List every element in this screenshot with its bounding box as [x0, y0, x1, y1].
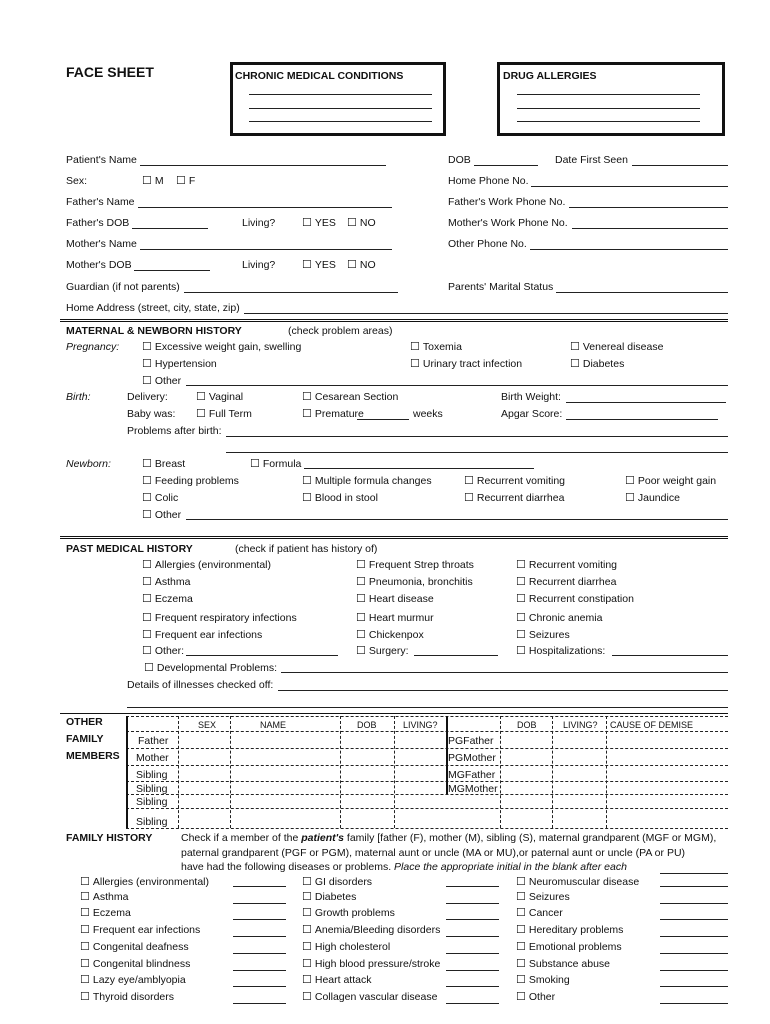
- fh-blank[interactable]: [446, 986, 499, 987]
- drug-allergies-label: DRUG ALLERGIES: [503, 70, 597, 82]
- newborn-other-checkbox[interactable]: ☐ Other: [142, 508, 181, 521]
- fh-blank[interactable]: [446, 919, 499, 920]
- fh-allergies-checkbox[interactable]: ☐ Allergies (environmental): [80, 875, 209, 888]
- fh-deafness-checkbox[interactable]: ☐ Congenital deafness: [80, 940, 189, 953]
- row-pgmother: PGMother: [448, 752, 496, 764]
- blood-in-stool-checkbox[interactable]: ☐ Blood in stool: [302, 491, 378, 504]
- fh-ear-infections-checkbox[interactable]: ☐ Frequent ear infections: [80, 923, 200, 936]
- divider: [60, 319, 728, 320]
- table-rule: [126, 748, 728, 749]
- fathers-dob-field[interactable]: [132, 228, 208, 229]
- fh-blank[interactable]: [446, 903, 499, 904]
- maternal-heading: MATERNAL & NEWBORN HISTORY: [66, 325, 242, 337]
- father-living-no-checkbox[interactable]: ☐ NO: [347, 216, 376, 229]
- home-address-field[interactable]: [244, 313, 728, 314]
- other-phone-label: Other Phone No.: [448, 238, 527, 250]
- fh-gi-checkbox[interactable]: ☐ GI disorders: [302, 875, 372, 888]
- col-name-header: NAME: [260, 720, 287, 730]
- table-col: [340, 716, 341, 828]
- row-mother: Mother: [136, 752, 169, 764]
- family-history-intro-1: Check if a member of the patient's family [father (F), mother (M), sibling (S), maternal grandparent (MGF or MGM),: [181, 832, 717, 844]
- fh-blank[interactable]: [233, 986, 286, 987]
- table-rule: [126, 731, 728, 732]
- fh-cancer-checkbox[interactable]: ☐ Cancer: [516, 906, 563, 919]
- premature-weeks-field[interactable]: [357, 419, 409, 420]
- table-col: [230, 716, 231, 828]
- birth-weight-label: Birth Weight:: [501, 391, 561, 403]
- birth-label: Birth:: [66, 391, 91, 403]
- breast-checkbox[interactable]: ☐ Breast: [142, 457, 185, 470]
- table-col: [606, 716, 607, 828]
- table-col: [178, 716, 179, 828]
- allergy-line-3[interactable]: [517, 121, 700, 122]
- col-living2-header: LIVING?: [563, 720, 598, 730]
- date-first-seen-field[interactable]: [632, 165, 728, 166]
- fh-blank[interactable]: [446, 970, 499, 971]
- uti-checkbox[interactable]: ☐ Urinary tract infection: [410, 357, 522, 370]
- pmh-note: (check if patient has history of): [235, 543, 378, 555]
- fh-anemia-checkbox[interactable]: ☐ Anemia/Bleeding disorders: [302, 923, 440, 936]
- chronic-conditions-label: CHRONIC MEDICAL CONDITIONS: [235, 70, 404, 82]
- fh-hereditary-checkbox[interactable]: ☐ Hereditary problems: [516, 923, 623, 936]
- fh-blank[interactable]: [233, 936, 286, 937]
- pmh-ear-infections-checkbox[interactable]: ☐ Frequent ear infections: [142, 628, 262, 641]
- patient-name-label: Patient's Name: [66, 154, 137, 166]
- mothers-dob-field[interactable]: [134, 270, 210, 271]
- family-members-label-2: FAMILY: [66, 733, 104, 745]
- fh-blank[interactable]: [660, 919, 728, 920]
- fh-blank[interactable]: [660, 986, 728, 987]
- drug-allergies-box[interactable]: [497, 62, 725, 136]
- cesarean-checkbox[interactable]: ☐ Cesarean Section: [302, 390, 398, 403]
- poor-weight-gain-checkbox[interactable]: ☐ Poor weight gain: [625, 474, 716, 487]
- fathers-dob-label: Father's DOB: [66, 217, 130, 229]
- table-rule: [126, 808, 728, 809]
- allergy-line-1[interactable]: [517, 94, 700, 95]
- fh-collagen-checkbox[interactable]: ☐ Collagen vascular disease: [302, 990, 437, 1003]
- fh-blank[interactable]: [660, 873, 728, 874]
- fh-blank[interactable]: [660, 970, 728, 971]
- fh-blank[interactable]: [233, 919, 286, 920]
- fh-blank[interactable]: [233, 970, 286, 971]
- maternal-note: (check problem areas): [288, 325, 393, 337]
- pmh-details-field[interactable]: [278, 690, 728, 691]
- divider: [60, 321, 728, 322]
- marital-status-label: Parents' Marital Status: [448, 281, 554, 293]
- chronic-conditions-box[interactable]: [230, 62, 446, 136]
- problems-after-birth-field-2[interactable]: [226, 452, 728, 453]
- newborn-label: Newborn:: [66, 458, 111, 470]
- marital-status-field[interactable]: [556, 292, 728, 293]
- sex-m-checkbox[interactable]: ☐ M: [142, 174, 164, 187]
- home-phone-label: Home Phone No.: [448, 175, 529, 187]
- fathers-name-field[interactable]: [138, 207, 392, 208]
- fh-seizures-checkbox[interactable]: ☐ Seizures: [516, 890, 570, 903]
- birth-weight-field[interactable]: [566, 402, 726, 403]
- table-col: [552, 716, 553, 828]
- home-address-label: Home Address (street, city, state, zip): [66, 302, 240, 314]
- row-pgfather: PGFather: [448, 735, 494, 747]
- table-rule: [126, 794, 728, 795]
- mothers-name-field[interactable]: [140, 249, 392, 250]
- problems-after-birth-label: Problems after birth:: [127, 425, 222, 437]
- fathers-work-phone-label: Father's Work Phone No.: [448, 196, 566, 208]
- mother-living-label: Living?: [242, 259, 276, 271]
- pmh-hospitalizations-checkbox[interactable]: ☐ Hospitalizations:: [516, 644, 605, 657]
- table-col: [394, 716, 395, 828]
- mother-living-yes-checkbox[interactable]: ☐ YES: [302, 258, 336, 271]
- toxemia-checkbox[interactable]: ☐ Toxemia: [410, 340, 462, 353]
- pmh-asthma-checkbox[interactable]: ☐ Asthma: [142, 575, 190, 588]
- apgar-label: Apgar Score:: [501, 408, 563, 420]
- dob-label: DOB: [448, 154, 471, 166]
- table-rule: [126, 765, 728, 766]
- table-rule: [126, 716, 728, 717]
- newborn-other-field[interactable]: [186, 519, 728, 520]
- pmh-other-checkbox[interactable]: ☐ Other:: [142, 644, 184, 657]
- pmh-chronic-anemia-checkbox[interactable]: ☐ Chronic anemia: [516, 611, 602, 624]
- row-sibling: Sibling: [136, 783, 168, 795]
- fh-neuromuscular-checkbox[interactable]: ☐ Neuromuscular disease: [516, 875, 639, 888]
- problems-after-birth-field[interactable]: [226, 436, 728, 437]
- full-term-checkbox[interactable]: ☐ Full Term: [196, 407, 252, 420]
- newborn-recurrent-vomiting-checkbox[interactable]: ☐ Recurrent vomiting: [464, 474, 565, 487]
- row-sibling: Sibling: [136, 796, 168, 808]
- fh-other-checkbox[interactable]: ☐ Other: [516, 990, 555, 1003]
- pmh-strep-checkbox[interactable]: ☐ Frequent Strep throats: [356, 558, 474, 571]
- sex-label: Sex:: [66, 175, 88, 187]
- venereal-checkbox[interactable]: ☐ Venereal disease: [570, 340, 663, 353]
- fh-blank[interactable]: [446, 1003, 499, 1004]
- fh-asthma-checkbox[interactable]: ☐ Asthma: [80, 890, 128, 903]
- pmh-heart-murmur-checkbox[interactable]: ☐ Heart murmur: [356, 611, 434, 624]
- fh-blank[interactable]: [660, 953, 728, 954]
- fh-blank[interactable]: [660, 886, 728, 887]
- family-history-intro-2: paternal grandparent (PGF or PGM), maternal aunt or uncle (MA or MU),or paternal aunt or uncle (PA or PU): [181, 847, 686, 859]
- col-living-header: LIVING?: [403, 720, 438, 730]
- fh-emotional-checkbox[interactable]: ☐ Emotional problems: [516, 940, 622, 953]
- other-phone-field[interactable]: [530, 249, 728, 250]
- pmh-details-field-2[interactable]: [127, 707, 728, 708]
- date-first-seen-label: Date First Seen: [555, 154, 628, 166]
- pmh-developmental-field[interactable]: [281, 672, 728, 673]
- pmh-surgery-checkbox[interactable]: ☐ Surgery:: [356, 644, 409, 657]
- fh-blank[interactable]: [233, 903, 286, 904]
- fh-eczema-checkbox[interactable]: ☐ Eczema: [80, 906, 131, 919]
- table-rule: [126, 828, 728, 829]
- fh-thyroid-checkbox[interactable]: ☐ Thyroid disorders: [80, 990, 174, 1003]
- family-members-label-3: MEMBERS: [66, 750, 120, 762]
- pmh-developmental-checkbox[interactable]: ☐ Developmental Problems:: [144, 661, 277, 674]
- home-phone-field[interactable]: [531, 186, 728, 187]
- col-cause-header: CAUSE OF DEMISE: [610, 720, 694, 730]
- newborn-recurrent-diarrhea-checkbox[interactable]: ☐ Recurrent diarrhea: [464, 491, 564, 504]
- fh-blank[interactable]: [233, 953, 286, 954]
- fh-smoking-checkbox[interactable]: ☐ Smoking: [516, 973, 570, 986]
- divider: [60, 713, 728, 714]
- pmh-heart-disease-checkbox[interactable]: ☐ Heart disease: [356, 592, 434, 605]
- col-sex-header: SEX: [198, 720, 217, 730]
- father-living-label: Living?: [242, 217, 276, 229]
- fh-blank[interactable]: [446, 886, 499, 887]
- weight-gain-checkbox[interactable]: ☐ Excessive weight gain, swelling: [142, 340, 301, 353]
- formula-field[interactable]: [304, 468, 534, 469]
- patient-name-field[interactable]: [140, 165, 386, 166]
- row-mgfather: MGFather: [448, 769, 496, 781]
- pmh-chickenpox-checkbox[interactable]: ☐ Chickenpox: [356, 628, 424, 641]
- fh-blank[interactable]: [233, 886, 286, 887]
- fh-heart-attack-checkbox[interactable]: ☐ Heart attack: [302, 973, 371, 986]
- col-dob2-header: DOB: [517, 720, 537, 730]
- pmh-details-label: Details of illnesses checked off:: [127, 679, 274, 691]
- pmh-allergies-checkbox[interactable]: ☐ Allergies (environmental): [142, 558, 271, 571]
- pmh-resp-infections-checkbox[interactable]: ☐ Frequent respiratory infections: [142, 611, 297, 624]
- pregnancy-other-checkbox[interactable]: ☐ Other: [142, 374, 181, 387]
- fh-cholesterol-checkbox[interactable]: ☐ High cholesterol: [302, 940, 390, 953]
- vaginal-checkbox[interactable]: ☐ Vaginal: [196, 390, 243, 403]
- row-mgmother: MGMother: [448, 783, 498, 795]
- page-title: FACE SHEET: [66, 64, 154, 80]
- divider: [60, 536, 728, 537]
- baby-was-label: Baby was:: [127, 408, 176, 420]
- mothers-work-phone-label: Mother's Work Phone No.: [448, 217, 568, 229]
- weeks-label: weeks: [413, 408, 443, 420]
- jaundice-checkbox[interactable]: ☐ Jaundice: [625, 491, 680, 504]
- pmh-other-field[interactable]: [186, 655, 338, 656]
- allergy-line-2[interactable]: [517, 108, 700, 109]
- fh-lazy-eye-checkbox[interactable]: ☐ Lazy eye/amblyopia: [80, 973, 186, 986]
- father-living-yes-checkbox[interactable]: ☐ YES: [302, 216, 336, 229]
- mothers-work-phone-field[interactable]: [572, 228, 728, 229]
- family-members-label-1: OTHER: [66, 716, 103, 728]
- guardian-label: Guardian (if not parents): [66, 281, 180, 293]
- pmh-heading: PAST MEDICAL HISTORY: [66, 543, 193, 555]
- hypertension-checkbox[interactable]: ☐ Hypertension: [142, 357, 217, 370]
- row-sibling: Sibling: [136, 769, 168, 781]
- mothers-name-label: Mother's Name: [66, 238, 137, 250]
- pmh-surgery-field[interactable]: [414, 655, 498, 656]
- fh-blood-pressure-checkbox[interactable]: ☐ High blood pressure/stroke: [302, 957, 440, 970]
- col-dob-header: DOB: [357, 720, 377, 730]
- sex-f-checkbox[interactable]: ☐ F: [176, 174, 195, 187]
- family-history-intro-3: have had the following diseases or problems. Place the appropriate initial in the blank after each: [181, 861, 627, 873]
- pmh-seizures-checkbox[interactable]: ☐ Seizures: [516, 628, 570, 641]
- guardian-field[interactable]: [184, 292, 398, 293]
- fh-blank[interactable]: [233, 1003, 286, 1004]
- mothers-dob-label: Mother's DOB: [66, 259, 132, 271]
- chronic-line-1[interactable]: [249, 94, 432, 95]
- fh-blank[interactable]: [446, 953, 499, 954]
- dob-field[interactable]: [474, 165, 538, 166]
- row-sibling: Sibling: [136, 816, 168, 828]
- chronic-line-2[interactable]: [249, 108, 432, 109]
- pregnancy-label: Pregnancy:: [66, 341, 120, 353]
- divider: [60, 538, 728, 539]
- formula-checkbox[interactable]: ☐ Formula: [250, 457, 301, 470]
- pregnancy-other-field[interactable]: [186, 385, 728, 386]
- fh-blank[interactable]: [446, 936, 499, 937]
- pmh-pneumonia-checkbox[interactable]: ☐ Pneumonia, bronchitis: [356, 575, 473, 588]
- fh-blank[interactable]: [660, 903, 728, 904]
- table-border: [126, 716, 128, 828]
- delivery-label: Delivery:: [127, 391, 168, 403]
- family-history-heading: FAMILY HISTORY: [66, 832, 153, 844]
- apgar-field[interactable]: [566, 419, 718, 420]
- fh-diabetes-checkbox[interactable]: ☐ Diabetes: [302, 890, 356, 903]
- pmh-rec-diarrhea-checkbox[interactable]: ☐ Recurrent diarrhea: [516, 575, 616, 588]
- diabetes-checkbox[interactable]: ☐ Diabetes: [570, 357, 624, 370]
- pmh-rec-vomiting-checkbox[interactable]: ☐ Recurrent vomiting: [516, 558, 617, 571]
- fh-substance-checkbox[interactable]: ☐ Substance abuse: [516, 957, 610, 970]
- pmh-rec-constipation-checkbox[interactable]: ☐ Recurrent constipation: [516, 592, 634, 605]
- fh-blank[interactable]: [660, 1003, 728, 1004]
- fh-growth-checkbox[interactable]: ☐ Growth problems: [302, 906, 395, 919]
- premature-checkbox[interactable]: ☐ Premature: [302, 407, 364, 420]
- fh-blank[interactable]: [660, 936, 728, 937]
- feeding-problems-checkbox[interactable]: ☐ Feeding problems: [142, 474, 239, 487]
- fathers-name-label: Father's Name: [66, 196, 135, 208]
- chronic-line-3[interactable]: [249, 121, 432, 122]
- fathers-work-phone-field[interactable]: [569, 207, 728, 208]
- pmh-hospitalizations-field[interactable]: [612, 655, 728, 656]
- mother-living-no-checkbox[interactable]: ☐ NO: [347, 258, 376, 271]
- table-rule: [126, 781, 728, 782]
- multiple-formula-checkbox[interactable]: ☐ Multiple formula changes: [302, 474, 432, 487]
- table-col: [500, 716, 501, 828]
- row-father: Father: [138, 735, 169, 747]
- colic-checkbox[interactable]: ☐ Colic: [142, 491, 178, 504]
- fh-blindness-checkbox[interactable]: ☐ Congenital blindness: [80, 957, 190, 970]
- pmh-eczema-checkbox[interactable]: ☐ Eczema: [142, 592, 193, 605]
